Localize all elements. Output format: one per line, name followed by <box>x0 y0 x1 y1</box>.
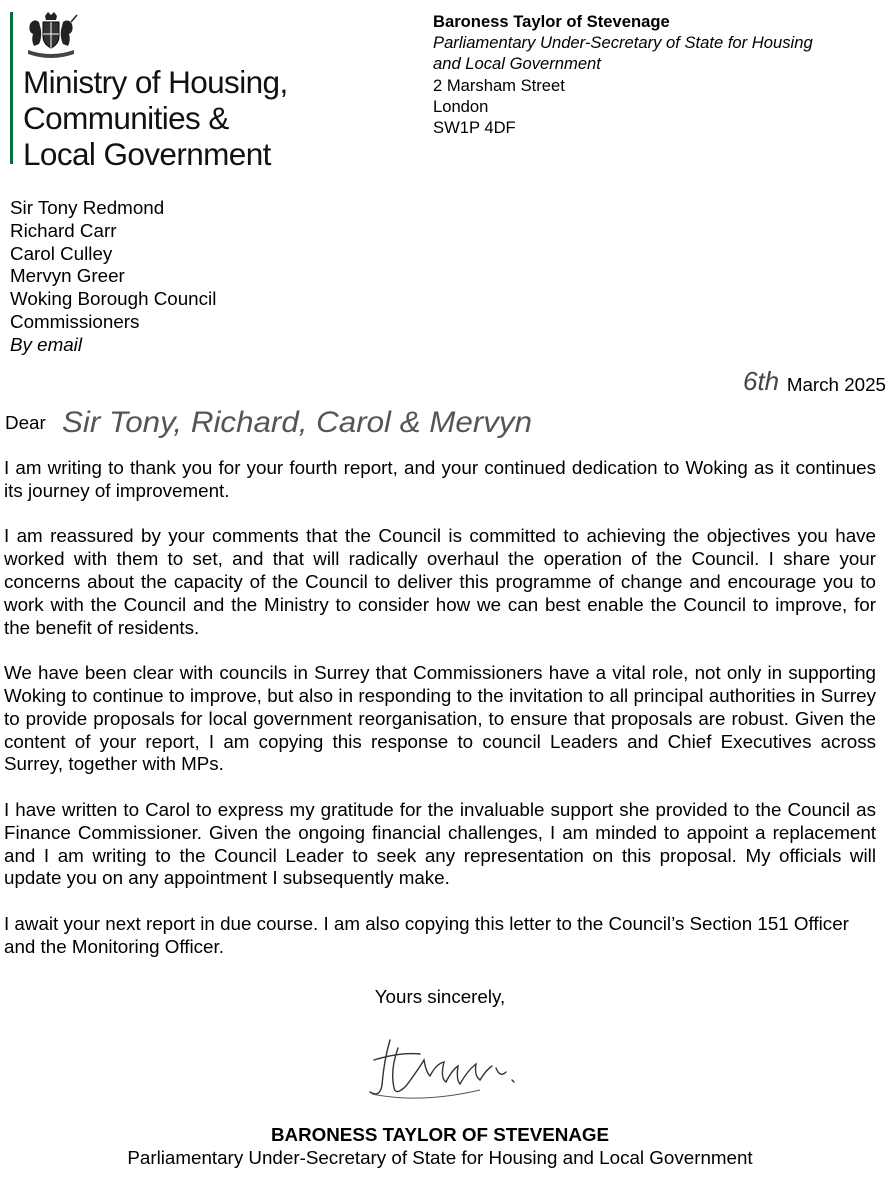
letter-date: March 2025 <box>786 374 886 395</box>
sender-role-line-2: and Local Government <box>433 54 601 74</box>
sender-role-line-1: Parliamentary Under-Secretary of State for Housing <box>433 33 813 53</box>
svg-text:6th: 6th <box>743 366 780 396</box>
delivery-method: By email <box>10 333 83 355</box>
handwritten-signature <box>360 1030 530 1110</box>
recipient-line: Sir Tony Redmond <box>10 197 165 218</box>
handwritten-date-day <box>741 360 781 400</box>
recipient-block <box>10 197 216 357</box>
body-paragraph: I have written to Carol to express my gratitude for the invaluable support she provided to the Council as Finance Commissioner. Given the ongoing financial challenges, I am minded to appoint a replacement and I am writing to the Council Leader to seek any representation on this proposal. My officials will update you on any appointment I subsequently make. <box>4 798 876 889</box>
royal-coat-of-arms-icon <box>22 10 80 60</box>
sender-name: Baroness Taylor of Stevenage <box>433 12 670 31</box>
logo-line-3: Local Government <box>23 136 271 172</box>
sender-address-line: 2 Marsham Street <box>433 75 565 95</box>
ministry-logo-text <box>23 64 288 172</box>
sender-address-line: London <box>433 96 489 116</box>
sender-address-block <box>433 11 813 138</box>
logo-accent-bar <box>10 12 13 164</box>
body-paragraph: I am writing to thank you for your fourth report, and your continued dedication to Woking as it continues its journey of improvement. <box>4 457 876 501</box>
logo-line-1: Ministry of Housing, <box>23 64 288 100</box>
body-paragraph: I await your next report in due course. I am also copying this letter to the Council’s Section 151 Officer and the Monitoring Officer. <box>4 912 849 957</box>
recipient-line: Mervyn Greer <box>10 265 125 287</box>
sender-address-line: SW1P 4DF <box>433 118 516 138</box>
salutation-dear: Dear <box>5 412 46 433</box>
signer-title: Parliamentary Under-Secretary of State for Housing and Local Government <box>127 1147 753 1168</box>
svg-text:Sir Tony, Richard, Carol & Mer: Sir Tony, Richard, Carol & Mervyn <box>62 406 532 439</box>
signer-name: BARONESS TAYLOR OF STEVENAGE <box>270 1124 610 1145</box>
recipient-line: Carol Culley <box>10 242 113 264</box>
recipient-line: Woking Borough Council <box>10 288 217 310</box>
recipient-line: Commissioners <box>10 310 140 332</box>
letter-body <box>4 457 876 981</box>
body-paragraph: We have been clear with councils in Surrey that Commissioners have a vital role, not only in supporting Woking to continue to improve, but also in responding to the invitation to all principal authorities in Surrey to provide proposals for local government reorganisation, to ensure that proposals are robust. Given the content of your report, I am copying this response to council Leaders and Chief Executives across Surrey, together with MPs. <box>4 662 876 775</box>
body-paragraph: I am reassured by your comments that the Council is committed to achieving the objectives you have worked with them to set, and that will radically overhaul the operation of the Council. I share your concerns about the capacity of the Council to deliver this programme of change and encourage you to work with the Council and the Ministry to consider how we can best enable the Council to improve, for the benefit of residents. <box>4 525 876 638</box>
logo-line-2: Communities & <box>23 100 229 136</box>
sign-off: Yours sincerely, <box>374 986 506 1007</box>
handwritten-salutation <box>58 394 543 452</box>
recipient-line: Richard Carr <box>10 219 117 241</box>
